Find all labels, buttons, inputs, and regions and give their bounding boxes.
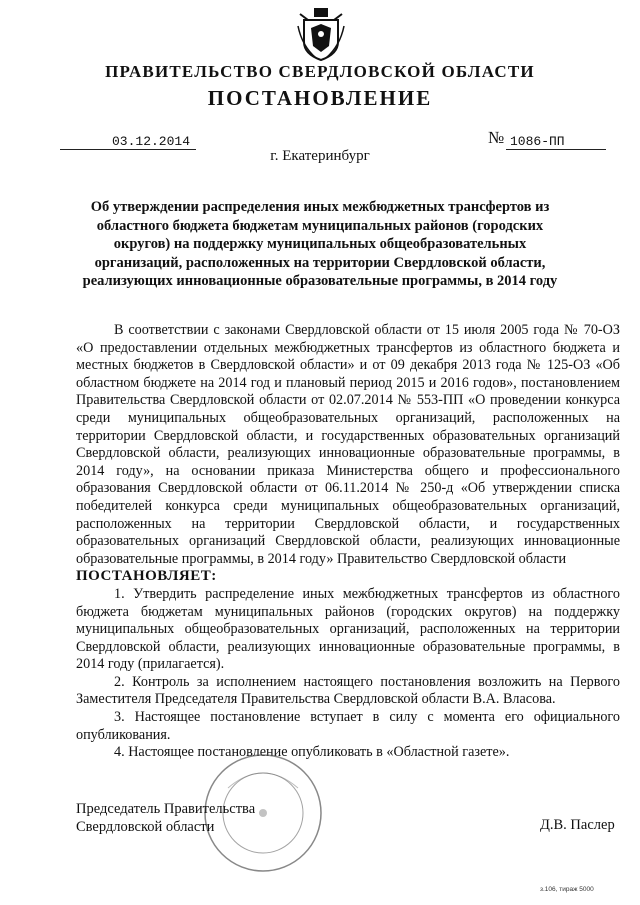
document-number: 1086-ПП [506,134,606,150]
document-type: ПОСТАНОВЛЕНИЕ [207,86,433,110]
position-line-1: Председатель Правительства [76,801,256,817]
document-body [76,322,620,762]
coat-of-arms-icon [296,6,346,62]
organization-name: ПРАВИТЕЛЬСТВО СВЕРДЛОВСКОЙ ОБЛАСТИ [105,62,535,81]
signatory-name: Д.В. Паслер [540,817,615,833]
print-footer: з.106, тираж 5000 [540,886,594,893]
item-2: 2. Контроль за исполнением настоящего постановления возложить на Первого Заместителя Председателя Правительства Свердловской области В.А. Власова. [76,673,620,708]
item-1: 1. Утвердить распределение иных межбюджетных трансфертов из областного бюджета бюджетам муниципальных районов (городских округов) на поддержку муниципальных общеобразовательных организаций, расположенных на территории Свердловской области, реализующих инновационные образовательные программы, в 2014 году (прилагается). [76,585,620,673]
number-sign: № [488,128,505,147]
item-4: 4. Настоящее постановление опубликовать в «Областной газете». [114,744,510,761]
city: г. Екатеринбург [270,148,370,164]
item-3: 3. Настоящее постановление вступает в силу с момента его официального опубликования. [76,709,620,743]
document-date: 03.12.2014 [60,134,196,150]
position-line-2: Свердловской области [76,819,215,835]
document-title: Об утверждении распределения иных межбюджетных трансфертов из областного бюджета бюджетам муниципальных районов (городских округов) на поддержку муниципальных общеобразовательных организаций, расположенных на территории Свердловской области, реализующих инновационные образовательные программы, в 2014 году [82,199,558,289]
signatory-position [76,800,255,836]
preamble-paragraph: В соответствии с законами Свердловской области от 15 июля 2005 года № 70-ОЗ «О предоставлении отдельных межбюджетных трансфертов из областного бюджета и местных бюджетов в Свердловской области» и от 09 декабря 2013 года № 125-ОЗ «Об областном бюджете на 2014 год и плановый период 2015 и 2016 годов», постановлением Правительства Свердловской области от 02.07.2014 № 553-ПП «О проведении конкурса среди муниципальных общеобразовательных организаций, расположенных на территории Свердловской области, и государственных образовательных организаций Свердловской области, реализующих инновационные образовательные программы, в 2014 году», на основании приказа Министерства общего и профессионального образования Свердловской области от 06.11.2014 № 250-д «Об утверждении списка победителей конкурса среди муниципальных общеобразовательных организаций, расположенных на территории Свердловской области, и государственных образовательных организаций Свердловской области, реализующих инновационные образовательные программы, в 2014 году» Правительство Свердловской области [76,322,620,567]
resolve-heading: ПОСТАНОВЛЯЕТ: [76,568,217,585]
